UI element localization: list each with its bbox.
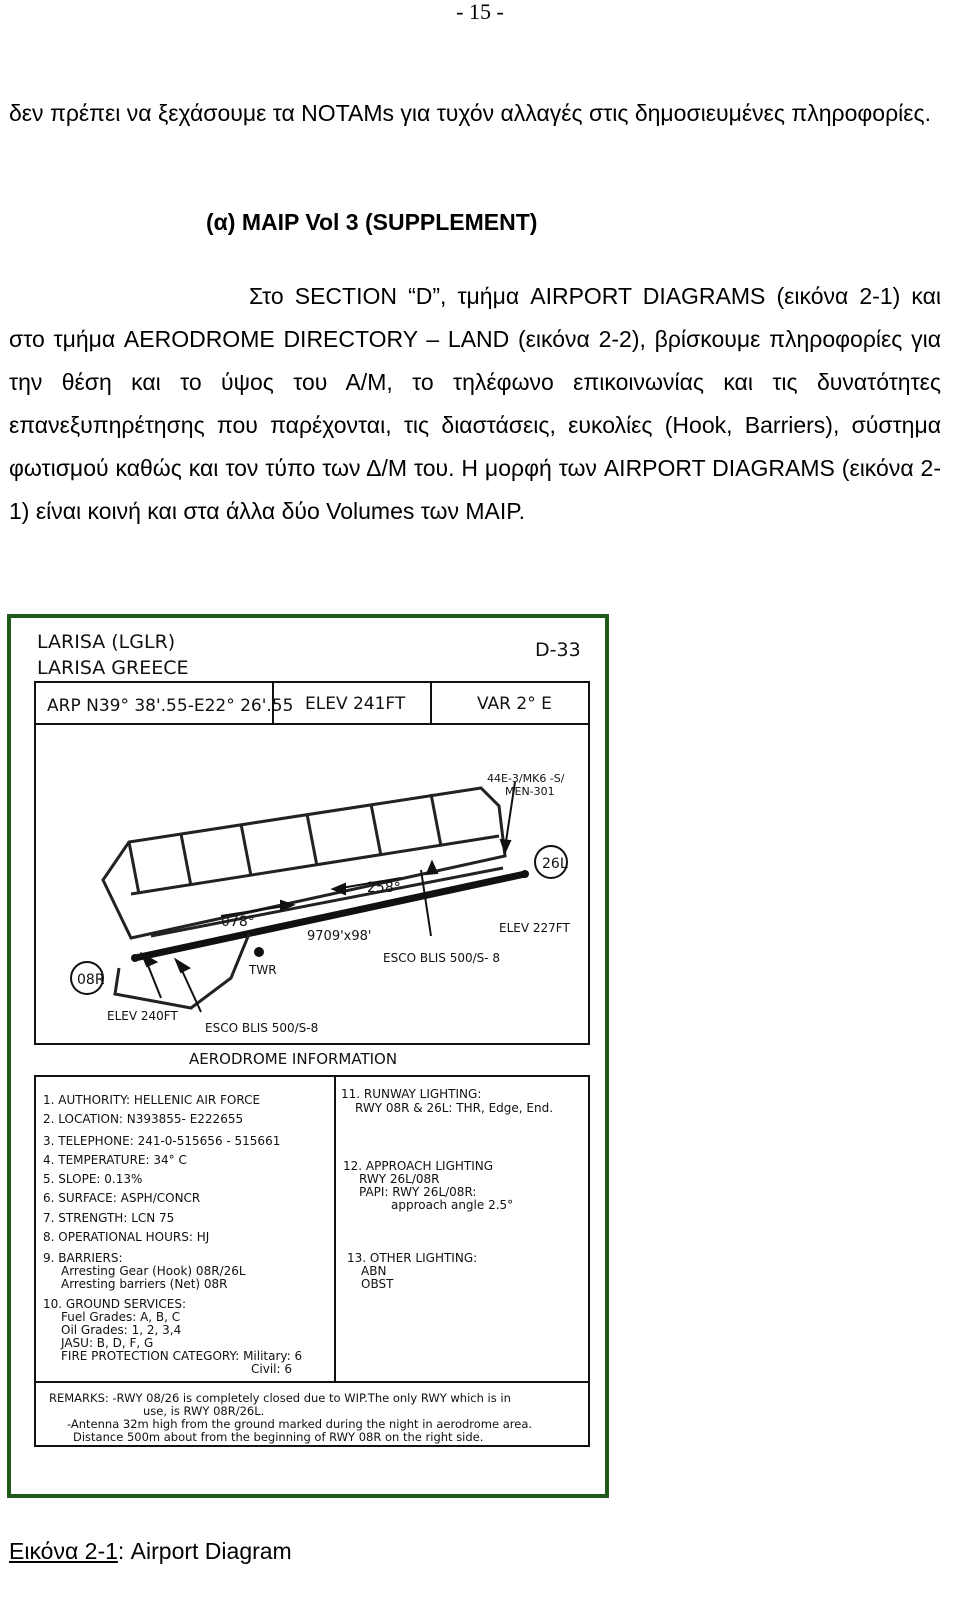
info-right-item: 11. RUNWAY LIGHTING: [341,1087,482,1101]
info-left-item: 7. STRENGTH: LCN 75 [43,1211,175,1225]
esco-west: ESCO BLIS 500/S-8 [205,1021,319,1035]
info-left-item: 9. BARRIERS: [43,1251,123,1265]
info-left-list [43,1093,302,1376]
caption-text: : Airport Diagram [117,1538,292,1564]
info-left-item: 2. LOCATION: N393855- E222655 [43,1112,244,1126]
heading-078: 078° [221,914,255,930]
info-left-item: Fuel Grades: A, B, C [61,1310,181,1324]
info-left-item: 3. TELEPHONE: 241-0-515656 - 515661 [43,1134,281,1148]
paragraph-section-d: Στο SECTION “D”, τμήμα AIRPORT DIAGRAMS (εικόνα 2-1) και στο τμήμα AERODROME DIRECTORY – LAND (εικόνα 2-2), βρίσκουμε πληροφορίες για την θέση και το ύψος του Α/Μ, το τηλέφωνο επικοινωνίας και τις δυνατότητες επανεξυπηρέτησης που παρέχονται, τις διαστάσεις, ευκολίες (Hook, Barriers), σύστημα φωτισμού καθώς και τον τύπο των Δ/Μ του. Η μορφή των AIRPORT DIAGRAMS (εικόνα 2-1) είναι κοινή και στα άλλα δύο Volumes των MAIP. [9,283,941,524]
info-left-item: 10. GROUND SERVICES: [43,1297,187,1311]
info-right-item: PAPI: RWY 26L/08R: [359,1185,477,1199]
info-left-item: Arresting Gear (Hook) 08R/26L [61,1264,246,1278]
rwy-26l-label: 26L [542,856,568,872]
info-title: AERODROME INFORMATION [189,1050,398,1068]
arp-coordinates: ARP N39° 38'.55-E22° 26'.55 [47,696,294,716]
magnetic-variation: VAR 2° E [477,694,552,714]
figure-title-line2: LARISA GREECE [37,657,189,679]
arrest-gear-label: 44E-3/MK6 -S/ [487,772,565,785]
figure-page-code: D-33 [535,639,581,661]
info-left-item: Oil Grades: 1, 2, 3,4 [61,1323,182,1337]
taxiway-grid [103,788,505,938]
info-right-item: 12. APPROACH LIGHTING [343,1159,494,1173]
remarks-line: use, is RWY 08R/26L. [143,1404,265,1418]
remarks-line: Distance 500m about from the beginning of RWY 08R on the right side. [73,1430,484,1444]
caption-figure-number: Εικόνα 2-1 [9,1538,118,1564]
remarks-block [49,1391,532,1444]
info-left-item: 6. SURFACE: ASPH/CONCR [43,1191,201,1205]
figure-title-line1: LARISA (LGLR) [37,631,176,653]
info-left-item: 4. TEMPERATURE: 34° C [43,1153,187,1167]
esco-east: ESCO BLIS 500/S- 8 [383,951,501,965]
info-left-item: 8. OPERATIONAL HOURS: HJ [43,1230,210,1244]
runway-08r-26l [135,874,525,958]
info-right-item: OBST [361,1277,394,1291]
runway-dimensions: 9709'x98' [307,929,372,944]
info-left-item: 1. AUTHORITY: HELLENIC AIR FORCE [43,1093,261,1107]
info-right-item: ABN [361,1264,387,1278]
tower-label: TWR [249,963,277,977]
remarks-line: REMARKS: -RWY 08/26 is completely closed due to WIP.The only RWY which is in [49,1391,511,1405]
section-heading: (α) MAIP Vol 3 (SUPPLEMENT) [206,209,538,235]
arrest-gear-label-2: MEN-301 [505,785,555,798]
page-number: - 15 - [456,0,504,24]
info-right-item: RWY 08R & 26L: THR, Edge, End. [355,1101,554,1115]
remarks-line: -Antenna 32m high from the ground marked during the night in aerodrome area. [67,1417,533,1431]
info-left-item: Civil: 6 [251,1362,292,1376]
info-right-item: approach angle 2.5° [391,1198,514,1212]
figure-caption [9,1538,292,1565]
elevation: ELEV 241FT [305,694,406,714]
airport-diagram-figure [7,614,609,1498]
heading-258: 258° [367,880,401,896]
elev-west: ELEV 240FT [107,1009,178,1023]
info-left-item: Arresting barriers (Net) 08R [61,1277,228,1291]
elev-east: ELEV 227FT [499,921,570,935]
info-left-item: 5. SLOPE: 0.13% [43,1172,143,1186]
tower-marker [254,947,264,957]
info-right-list [341,1087,553,1291]
info-right-item: 13. OTHER LIGHTING: [347,1251,478,1265]
info-left-item: JASU: B, D, F, G [61,1336,154,1350]
rwy-08r-label: 08R [77,972,105,988]
info-left-item: FIRE PROTECTION CATEGORY: Military: 6 [61,1349,303,1363]
paragraph-notams: δεν πρέπει να ξεχάσουμε τα NOTAMs για τυχόν αλλαγές στις δημοσιευμένες πληροφορίες. [9,100,932,126]
info-right-item: RWY 26L/08R [359,1172,440,1186]
